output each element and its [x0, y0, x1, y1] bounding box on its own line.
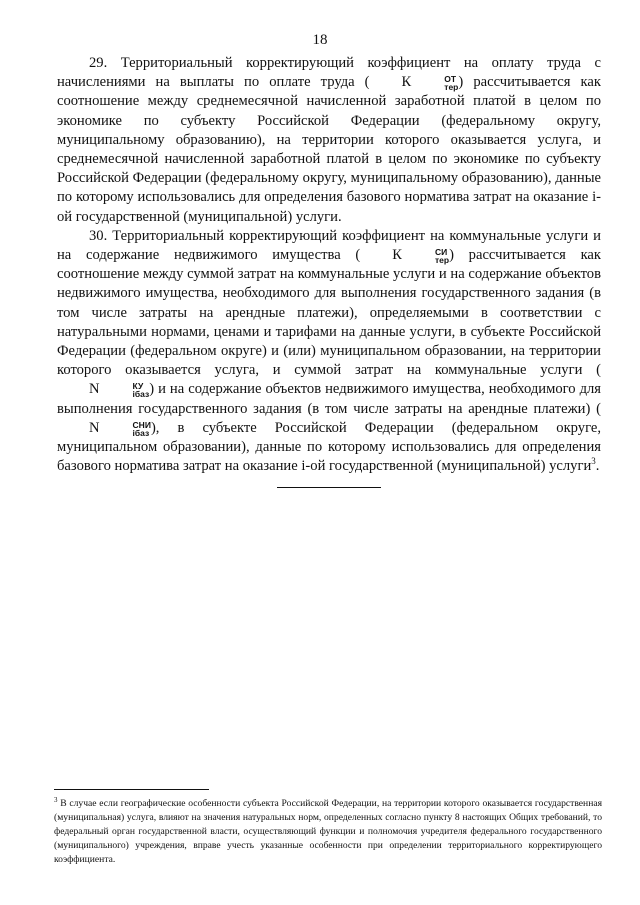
symbol-superscript: СНИ [132, 419, 151, 430]
symbol-subscript: iбаз [132, 427, 150, 438]
paragraph-30-text-2: ) рассчитывается как соотношение между суммой затрат на коммунальные услуги и на содержание объектов недвижимого имущества, необходимого для выполнения государственного задания (в том числе затраты на арендные платежи), определяемыми в соответствии с натуральными нормами, ценами и тарифами на данные услуги, в субъекте Российской Федерации (федеральном округе) и (или) муниципальном образовании, на территории которого оказывается услуга, и суммой затрат на коммунальные услуги ( [57, 247, 602, 379]
footnote-reference: 3 [591, 456, 596, 467]
norm-n-sni-ibaz [57, 419, 151, 438]
symbol-subscript: iбаз [132, 389, 150, 400]
document-body [57, 54, 601, 476]
paragraph-30-end: . [595, 458, 600, 475]
footnote-mark: 3 [54, 795, 58, 804]
paragraph-30-text-3: ) и на содержание объектов недвижимого имущества, необходимого для выполнения государственного задания (в том числе затраты на арендные платежи) ( [57, 381, 601, 417]
section-separator-line [277, 487, 381, 488]
footnote [54, 797, 602, 867]
symbol-superscript: КУ [132, 381, 144, 392]
paragraph-30-text-4: ), в субъекте Российской Федерации (федеральном округе, муниципальном образовании), данные по которому использовались для определения базового норматива затрат на оказание i-ой государственной (муниципальной) услуги [57, 419, 601, 475]
symbol-base: К [401, 74, 412, 91]
page-number: 18 [312, 32, 328, 48]
footnote-rule [54, 789, 209, 790]
coefficient-k-ot-ter [370, 73, 459, 92]
coefficient-k-si-ter [360, 246, 449, 265]
symbol-subscript: тер [435, 255, 450, 266]
paragraph-30 [57, 227, 601, 477]
norm-n-ku-ibaz [57, 380, 149, 399]
symbol-subscript: тер [444, 82, 459, 93]
symbol-superscript: ОТ [444, 74, 457, 85]
symbol-base: N [89, 381, 100, 398]
footnote-text: В случае если географические особенности субъекта Российской Федерации, на территории которого оказывается государственная (муниципальная) услуга, влияют на значения натуральных норм, определенных согласно пункту 8 настоящих Общих требований, то федеральный орган государственной власти, осуществляющий функции и полномочия учредителя федерального государственного (муниципального) учреждения, вправе учесть указанные особенности при определении территориального корректирующего коэффициента. [54, 798, 602, 866]
paragraph-29-text-2: ) рассчитывается как соотношение между среднемесячной начисленной заработной платой в целом по экономике по субъекту Российской Федерации (федеральному округу, муниципальному образованию), на территории которого оказывается услуга, и среднемесячной начисленной заработной платой в целом по экономике по субъекту Российской Федерации (федеральному округу, муниципальному образованию), данные по которому использовались для определения базового норматива затрат на оказание i-ой государственной (муниципальной) услуги. [57, 74, 601, 225]
paragraph-29-text-1: 29. Территориальный корректирующий коэффициент на оплату труда с начислениями на выплаты по оплате труда ( [57, 55, 601, 91]
symbol-superscript: СИ [435, 247, 448, 258]
paragraph-30-text-1: 30. Территориальный корректирующий коэффициент на коммунальные услуги и на содержание недвижимого имущества ( [57, 227, 601, 264]
paragraph-29 [57, 54, 601, 227]
symbol-base: N [89, 419, 100, 436]
symbol-base: К [392, 247, 402, 264]
